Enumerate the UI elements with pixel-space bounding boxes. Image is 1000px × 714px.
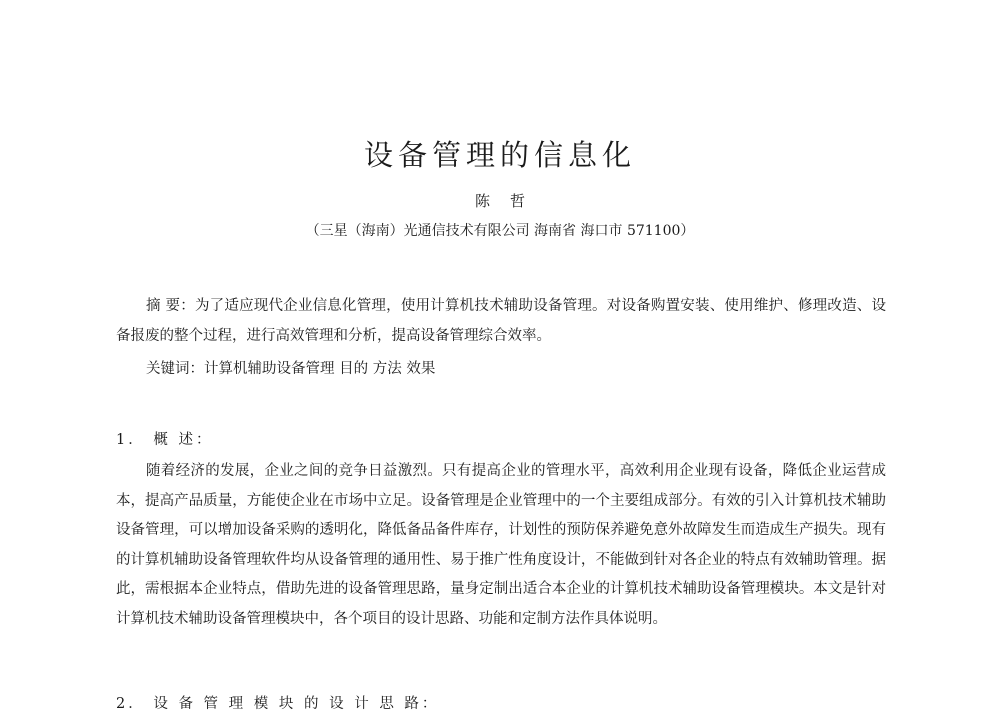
- section-heading-overview: 1． 概 述：: [116, 432, 214, 448]
- keywords-line: 关键词：计算机辅助设备管理 目的 方法 效果: [146, 361, 436, 377]
- author-name: 陈哲: [474, 192, 545, 210]
- section-heading-design: 2． 设 备 管 理 模 块 的 设 计 思 路：: [116, 696, 440, 712]
- abstract-paragraph: 摘 要：为了适应现代企业信息化管理，使用计算机技术辅助设备管理。对设备购置安装、使用维护、修理改造、设备报废的整个过程，进行高效管理和分析，提高设备管理综合效率。: [116, 298, 886, 344]
- section-paragraph-overview: 随着经济的发展，企业之间的竞争日益激烈。只有提高企业的管理水平，高效利用企业现有设备，降低企业运营成本，提高产品质量，方能使企业在市场中立足。设备管理是企业管理中的一个主要组成部分。有效的引入计算机技术辅助设备管理，可以增加设备采购的透明化，降低备品备件库存，计划性的预防保养避免意外故障发生而造成生产损失。现有的计算机辅助设备管理软件均从设备管理的通用性、易于推广性角度设计，不能做到针对各企业的特点有效辅助管理。据此，需根据本企业特点，借助先进的设备管理思路，量身定制出适合本企业的计算机技术辅助设备管理模块。本文是针对计算机技术辅助设备管理模块中，各个项目的设计思路、功能和定制方法作具体说明。: [116, 463, 886, 627]
- author-affiliation: （三星（海南）光通信技术有限公司 海南省 海口市 571100）: [305, 223, 695, 239]
- paper-title: 设备管理的信息化: [363, 138, 636, 172]
